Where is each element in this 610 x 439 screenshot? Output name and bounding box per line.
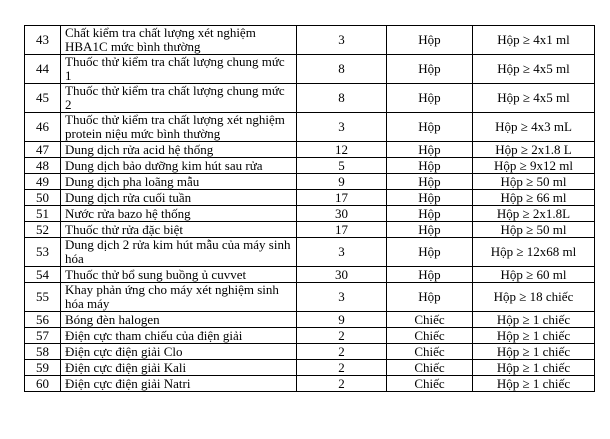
unit-cell: Hộp [387, 84, 473, 113]
row-number-cell: 54 [25, 267, 61, 283]
table-row [25, 283, 595, 312]
row-number-cell: 48 [25, 158, 61, 174]
row-number-cell: 45 [25, 84, 61, 113]
item-name-cell: Chất kiểm tra chất lượng xét nghiệm HBA1C mức bình thường [61, 26, 297, 55]
item-name-cell: Dung dịch bảo dưỡng kim hút sau rửa [61, 158, 297, 174]
table-row [25, 142, 595, 158]
quantity-cell: 17 [297, 190, 387, 206]
unit-cell: Chiếc [387, 312, 473, 328]
row-number-cell: 52 [25, 222, 61, 238]
packaging-spec-cell: Hộp ≥ 66 ml [473, 190, 595, 206]
unit-cell: Hộp [387, 222, 473, 238]
row-number-cell: 43 [25, 26, 61, 55]
row-number-cell: 59 [25, 360, 61, 376]
table-row [25, 174, 595, 190]
unit-cell: Hộp [387, 158, 473, 174]
quantity-cell: 2 [297, 328, 387, 344]
row-number-cell: 46 [25, 113, 61, 142]
packaging-spec-cell: Hộp ≥ 1 chiếc [473, 360, 595, 376]
quantity-cell: 9 [297, 312, 387, 328]
item-name-cell: Thuốc thử bổ sung buồng ủ cuvvet [61, 267, 297, 283]
row-number-cell: 53 [25, 238, 61, 267]
packaging-spec-cell: Hộp ≥ 2x1.8 L [473, 142, 595, 158]
item-name-cell: Bóng đèn halogen [61, 312, 297, 328]
packaging-spec-cell: Hộp ≥ 4x1 ml [473, 26, 595, 55]
quantity-cell: 30 [297, 267, 387, 283]
packaging-spec-cell: Hộp ≥ 2x1.8L [473, 206, 595, 222]
table-row [25, 344, 595, 360]
item-name-cell: Nước rửa bazo hệ thống [61, 206, 297, 222]
quantity-cell: 3 [297, 113, 387, 142]
unit-cell: Chiếc [387, 328, 473, 344]
item-name-cell: Khay phản ứng cho máy xét nghiệm sinh hóa máy [61, 283, 297, 312]
quantity-cell: 2 [297, 360, 387, 376]
unit-cell: Hộp [387, 267, 473, 283]
packaging-spec-cell: Hộp ≥ 4x5 ml [473, 84, 595, 113]
quantity-cell: 8 [297, 84, 387, 113]
table-row [25, 376, 595, 392]
unit-cell: Chiếc [387, 360, 473, 376]
quantity-cell: 5 [297, 158, 387, 174]
item-name-cell: Thuốc thử kiểm tra chất lượng xét nghiệm protein niệu mức bình thường [61, 113, 297, 142]
row-number-cell: 47 [25, 142, 61, 158]
unit-cell: Chiếc [387, 376, 473, 392]
table-row [25, 222, 595, 238]
table-row [25, 328, 595, 344]
table-body [25, 26, 595, 392]
table-row [25, 113, 595, 142]
packaging-spec-cell: Hộp ≥ 50 ml [473, 222, 595, 238]
quantity-cell: 9 [297, 174, 387, 190]
quantity-cell: 3 [297, 26, 387, 55]
unit-cell: Hộp [387, 190, 473, 206]
quantity-cell: 3 [297, 283, 387, 312]
row-number-cell: 44 [25, 55, 61, 84]
item-name-cell: Thuốc thử kiểm tra chất lượng chung mức 1 [61, 55, 297, 84]
quantity-cell: 12 [297, 142, 387, 158]
unit-cell: Hộp [387, 206, 473, 222]
supplies-table [24, 25, 595, 392]
table-row [25, 360, 595, 376]
quantity-cell: 30 [297, 206, 387, 222]
table-row [25, 312, 595, 328]
packaging-spec-cell: Hộp ≥ 1 chiếc [473, 344, 595, 360]
item-name-cell: Dung dịch 2 rửa kim hút mẫu của máy sinh hóa [61, 238, 297, 267]
packaging-spec-cell: Hộp ≥ 12x68 ml [473, 238, 595, 267]
unit-cell: Hộp [387, 113, 473, 142]
packaging-spec-cell: Hộp ≥ 4x3 mL [473, 113, 595, 142]
packaging-spec-cell: Hộp ≥ 18 chiếc [473, 283, 595, 312]
row-number-cell: 58 [25, 344, 61, 360]
unit-cell: Hộp [387, 26, 473, 55]
packaging-spec-cell: Hộp ≥ 9x12 ml [473, 158, 595, 174]
quantity-cell: 2 [297, 344, 387, 360]
item-name-cell: Điện cực điện giải Natri [61, 376, 297, 392]
packaging-spec-cell: Hộp ≥ 1 chiếc [473, 312, 595, 328]
item-name-cell: Dung dịch rửa cuối tuần [61, 190, 297, 206]
row-number-cell: 50 [25, 190, 61, 206]
row-number-cell: 49 [25, 174, 61, 190]
table-row [25, 267, 595, 283]
table-row [25, 238, 595, 267]
unit-cell: Hộp [387, 174, 473, 190]
item-name-cell: Thuốc thử rửa đặc biệt [61, 222, 297, 238]
table-row [25, 190, 595, 206]
row-number-cell: 60 [25, 376, 61, 392]
packaging-spec-cell: Hộp ≥ 1 chiếc [473, 376, 595, 392]
row-number-cell: 51 [25, 206, 61, 222]
item-name-cell: Dung dịch rửa acid hệ thống [61, 142, 297, 158]
item-name-cell: Thuốc thử kiểm tra chất lượng chung mức 2 [61, 84, 297, 113]
unit-cell: Hộp [387, 142, 473, 158]
table-row [25, 26, 595, 55]
item-name-cell: Điện cực tham chiếu của điện giải [61, 328, 297, 344]
row-number-cell: 56 [25, 312, 61, 328]
table-row [25, 55, 595, 84]
unit-cell: Hộp [387, 238, 473, 267]
packaging-spec-cell: Hộp ≥ 60 ml [473, 267, 595, 283]
packaging-spec-cell: Hộp ≥ 4x5 ml [473, 55, 595, 84]
table-row [25, 158, 595, 174]
packaging-spec-cell: Hộp ≥ 1 chiếc [473, 328, 595, 344]
row-number-cell: 55 [25, 283, 61, 312]
table-row [25, 206, 595, 222]
item-name-cell: Điện cực điện giải Kali [61, 360, 297, 376]
quantity-cell: 3 [297, 238, 387, 267]
unit-cell: Hộp [387, 283, 473, 312]
item-name-cell: Dung dịch pha loãng mẫu [61, 174, 297, 190]
packaging-spec-cell: Hộp ≥ 50 ml [473, 174, 595, 190]
row-number-cell: 57 [25, 328, 61, 344]
table-row [25, 84, 595, 113]
quantity-cell: 17 [297, 222, 387, 238]
quantity-cell: 8 [297, 55, 387, 84]
quantity-cell: 2 [297, 376, 387, 392]
unit-cell: Hộp [387, 55, 473, 84]
item-name-cell: Điện cực điện giải Clo [61, 344, 297, 360]
unit-cell: Chiếc [387, 344, 473, 360]
